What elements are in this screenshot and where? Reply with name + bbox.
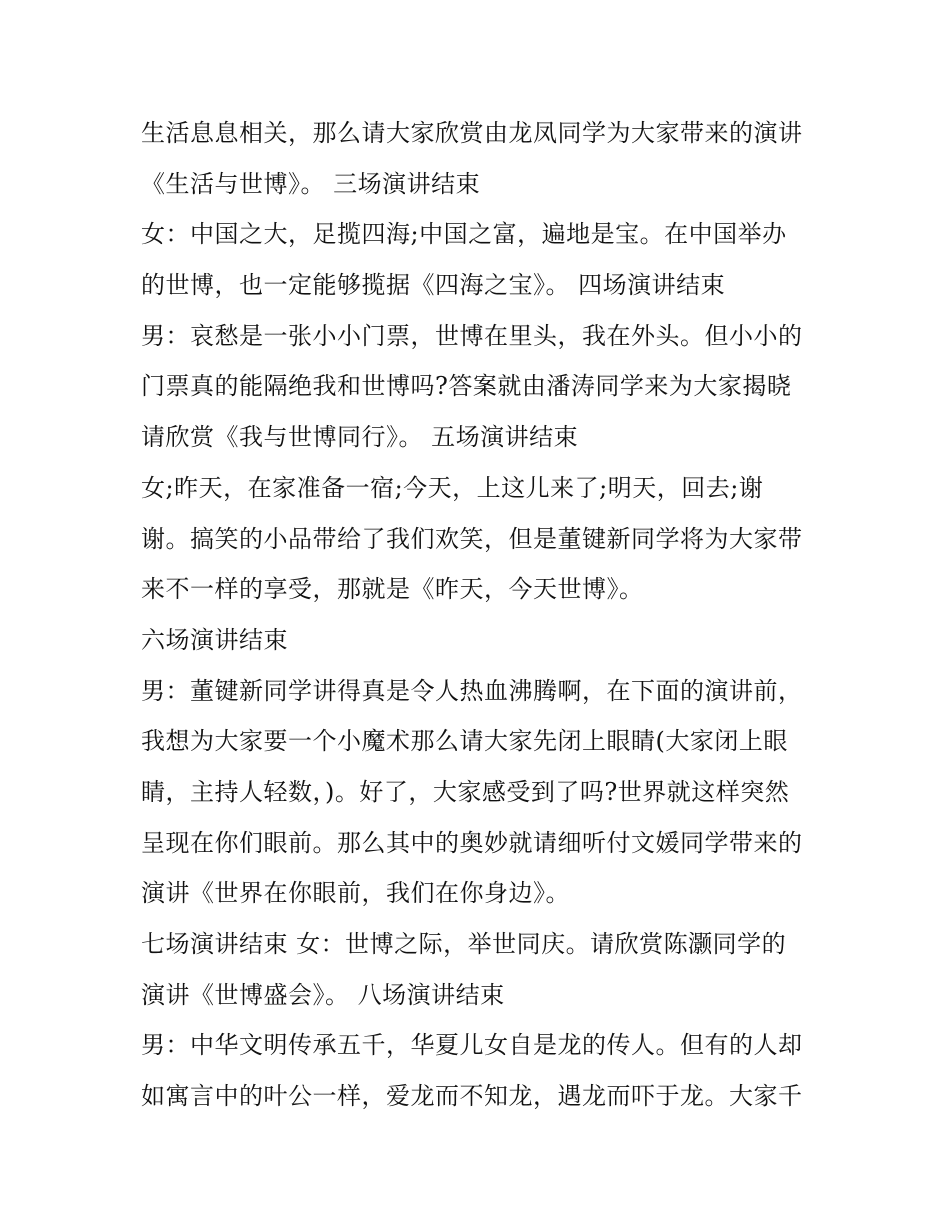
text-line-2: 《生活与世博》。 三场演讲结束 — [141, 169, 481, 198]
text-line-17: 七场演讲结束 女：世博之际，举世同庆。请欣赏陈灏同学的 — [141, 930, 787, 958]
text-line-1: 生活息息相关，那么请大家欣赏由龙凤同学为大家带来的演讲 — [141, 119, 803, 147]
text-line-9: 谢。搞笑的小品带给了我们欢笑，但是董键新同学将为大家带 — [141, 524, 803, 553]
text-line-19: 男：中华文明传承五千，华夏儿女自是龙的传人。但有的人却 — [141, 1031, 803, 1060]
text-line-13: 我想为大家要一个小魔术那么请大家先闭上眼睛(大家闭上眼 — [141, 727, 788, 756]
text-line-20: 如寓言中的叶公一样，爱龙而不知龙，遇龙而吓于龙。大家千 — [141, 1082, 803, 1111]
text-line-7: 请欣赏《我与世博同行》。 五场演讲结束 — [141, 423, 579, 452]
text-line-18: 演讲《世博盛会》。 八场演讲结束 — [141, 980, 505, 1009]
text-line-16: 演讲《世界在你眼前，我们在你身边》。 — [141, 879, 570, 908]
text-line-12: 男：董键新同学讲得真是令人热血沸腾啊，在下面的演讲前， — [141, 676, 803, 705]
text-line-4: 的世博，也一定能够揽据《四海之宝》。 四场演讲结束 — [141, 271, 726, 300]
text-line-3: 女：中国之大，足揽四海;中国之富，遍地是宝。在中国举办 — [141, 220, 787, 249]
text-line-8: 女;昨天，在家准备一宿;今天，上这儿来了;明天，回去;谢 — [141, 473, 764, 502]
text-line-11: 六场演讲结束 — [141, 625, 288, 654]
text-line-6: 门票真的能隔绝我和世博吗?答案就由潘涛同学来为大家揭晓 — [141, 372, 792, 401]
text-line-15: 呈现在你们眼前。那么其中的奥妙就请细听付文媛同学带来的 — [141, 828, 803, 857]
document-body — [141, 108, 821, 1122]
text-line-5: 男：哀愁是一张小小门票，世博在里头，我在外头。但小小的 — [141, 321, 803, 350]
text-line-14: 睛，主持人轻数，)。好了，大家感受到了吗?世界就这样突然 — [141, 777, 790, 806]
text-line-10: 来不一样的享受，那就是《昨天，今天世博》。 — [141, 575, 644, 604]
